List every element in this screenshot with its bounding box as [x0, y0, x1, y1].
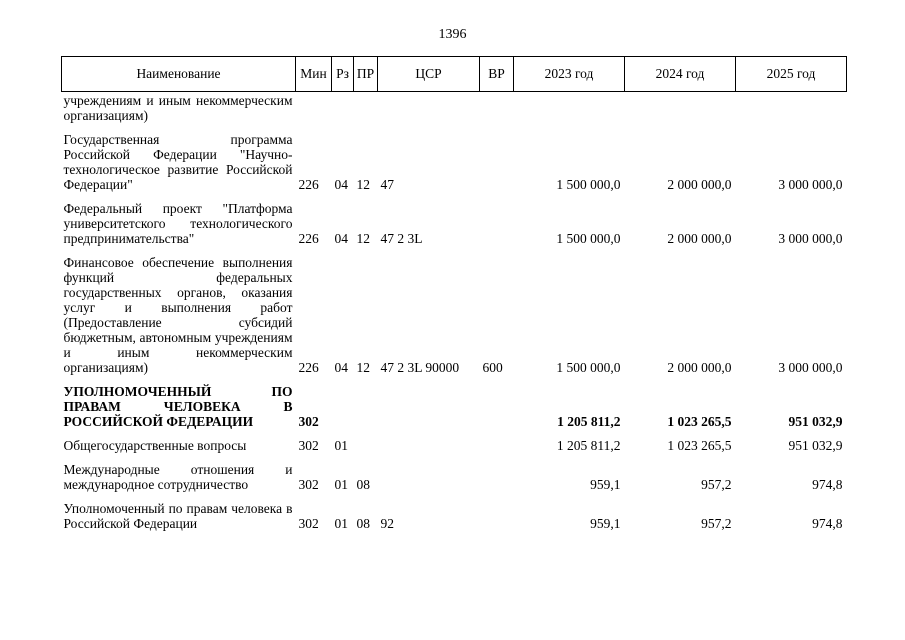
table-row — [62, 453, 847, 492]
header-min: Мин — [296, 57, 332, 92]
row-pr — [354, 429, 378, 453]
row-pr: 12 — [356, 231, 370, 246]
table-row — [62, 492, 847, 531]
table-row — [62, 429, 847, 453]
table-header-row — [62, 57, 847, 92]
row-2024: 2 000 000,0 — [667, 231, 732, 246]
row-2024: 2 000 000,0 — [667, 177, 732, 192]
row-min: 226 — [298, 177, 319, 192]
row-csr: 47 — [380, 177, 394, 192]
row-2024: 957,2 — [701, 477, 732, 492]
header-vr: ВР — [480, 57, 514, 92]
row-2023: 1 500 000,0 — [556, 360, 621, 375]
row-2024: 2 000 000,0 — [667, 360, 732, 375]
row-2025: 951 032,9 — [788, 414, 843, 429]
row-min: 302 — [298, 516, 319, 531]
row-rz: 01 — [334, 438, 348, 453]
header-rz: Рз — [332, 57, 354, 92]
row-name: УПОЛНОМОЧЕННЫЙ ПО ПРАВАМ ЧЕЛОВЕКА В РОССИЙСКОЙ ФЕДЕРАЦИИ — [63, 384, 293, 429]
row-rz — [332, 92, 354, 124]
row-vr — [480, 429, 514, 453]
row-2023: 1 205 811,2 — [556, 438, 621, 453]
row-csr — [378, 453, 480, 492]
header-pr: ПР — [354, 57, 378, 92]
row-pr: 12 — [356, 177, 370, 192]
header-2023: 2023 год — [514, 57, 625, 92]
header-name: Наименование — [62, 57, 296, 92]
header-2024: 2024 год — [625, 57, 736, 92]
row-2023: 1 205 811,2 — [557, 414, 621, 429]
table-row — [62, 123, 847, 192]
row-name: Финансовое обеспечение выполнения функций федеральных государственных органов, оказания услуг и выполнения работ (Предоставление субсидий бюджетным, автономным учреждениям и иным некоммерческим организациям) — [63, 255, 293, 375]
row-2023 — [514, 92, 625, 124]
row-csr — [378, 429, 480, 453]
table-row — [62, 246, 847, 375]
row-vr — [480, 492, 514, 531]
row-2025: 974,8 — [812, 516, 843, 531]
row-min: 226 — [298, 360, 319, 375]
row-rz: 01 — [334, 477, 348, 492]
row-name: Уполномоченный по правам человека в Российской Федерации — [63, 501, 293, 531]
row-2023: 959,1 — [590, 477, 621, 492]
row-rz — [332, 375, 354, 429]
row-rz: 04 — [334, 360, 348, 375]
row-2025: 3 000 000,0 — [778, 360, 843, 375]
row-rz: 04 — [334, 177, 348, 192]
row-csr: 47 2 3L — [380, 231, 423, 246]
row-2024: 957,2 — [701, 516, 732, 531]
row-name: Федеральный проект "Платформа университетского технологического предпринимательства" — [63, 201, 293, 246]
row-2023: 1 500 000,0 — [556, 177, 621, 192]
row-name: Международные отношения и международное сотрудничество — [63, 462, 293, 492]
page-number: 1396 — [438, 27, 467, 42]
row-vr — [480, 453, 514, 492]
row-vr — [480, 192, 514, 246]
row-vr — [480, 123, 514, 192]
row-min: 302 — [298, 414, 319, 429]
row-pr — [354, 92, 378, 124]
row-vr: 600 — [482, 360, 503, 375]
row-pr: 12 — [356, 360, 370, 375]
row-csr — [378, 375, 480, 429]
row-min: 302 — [298, 438, 319, 453]
row-2024 — [625, 92, 736, 124]
row-min: 226 — [298, 231, 319, 246]
row-csr: 47 2 3L 90000 — [380, 360, 460, 375]
header-2025: 2025 год — [736, 57, 847, 92]
row-2025: 3 000 000,0 — [778, 177, 843, 192]
table-row — [62, 92, 847, 124]
row-name: учреждениям и иным некоммерческим организациям) — [63, 93, 293, 123]
row-csr: 92 — [380, 516, 394, 531]
row-vr — [480, 92, 514, 124]
row-name: Общегосударственные вопросы — [63, 438, 247, 453]
row-pr — [354, 375, 378, 429]
row-2024: 1 023 265,5 — [667, 414, 732, 429]
table-row — [62, 192, 847, 246]
row-2024: 1 023 265,5 — [667, 438, 732, 453]
row-csr — [378, 92, 480, 124]
row-rz: 01 — [334, 516, 348, 531]
row-2025 — [736, 92, 847, 124]
table-row — [62, 375, 847, 429]
row-pr: 08 — [356, 477, 370, 492]
row-2023: 1 500 000,0 — [556, 231, 621, 246]
header-csr: ЦСР — [378, 57, 480, 92]
row-rz: 04 — [334, 231, 348, 246]
row-pr: 08 — [356, 516, 370, 531]
row-2025: 974,8 — [812, 477, 843, 492]
row-min: 302 — [298, 477, 319, 492]
row-2025: 3 000 000,0 — [778, 231, 843, 246]
row-2025: 951 032,9 — [788, 438, 843, 453]
row-min — [296, 92, 332, 124]
row-2023: 959,1 — [590, 516, 621, 531]
row-vr — [480, 375, 514, 429]
budget-table — [61, 56, 847, 531]
row-name: Государственная программа Российской Федерации "Научно-технологическое развитие Российской Федерации" — [63, 132, 293, 192]
